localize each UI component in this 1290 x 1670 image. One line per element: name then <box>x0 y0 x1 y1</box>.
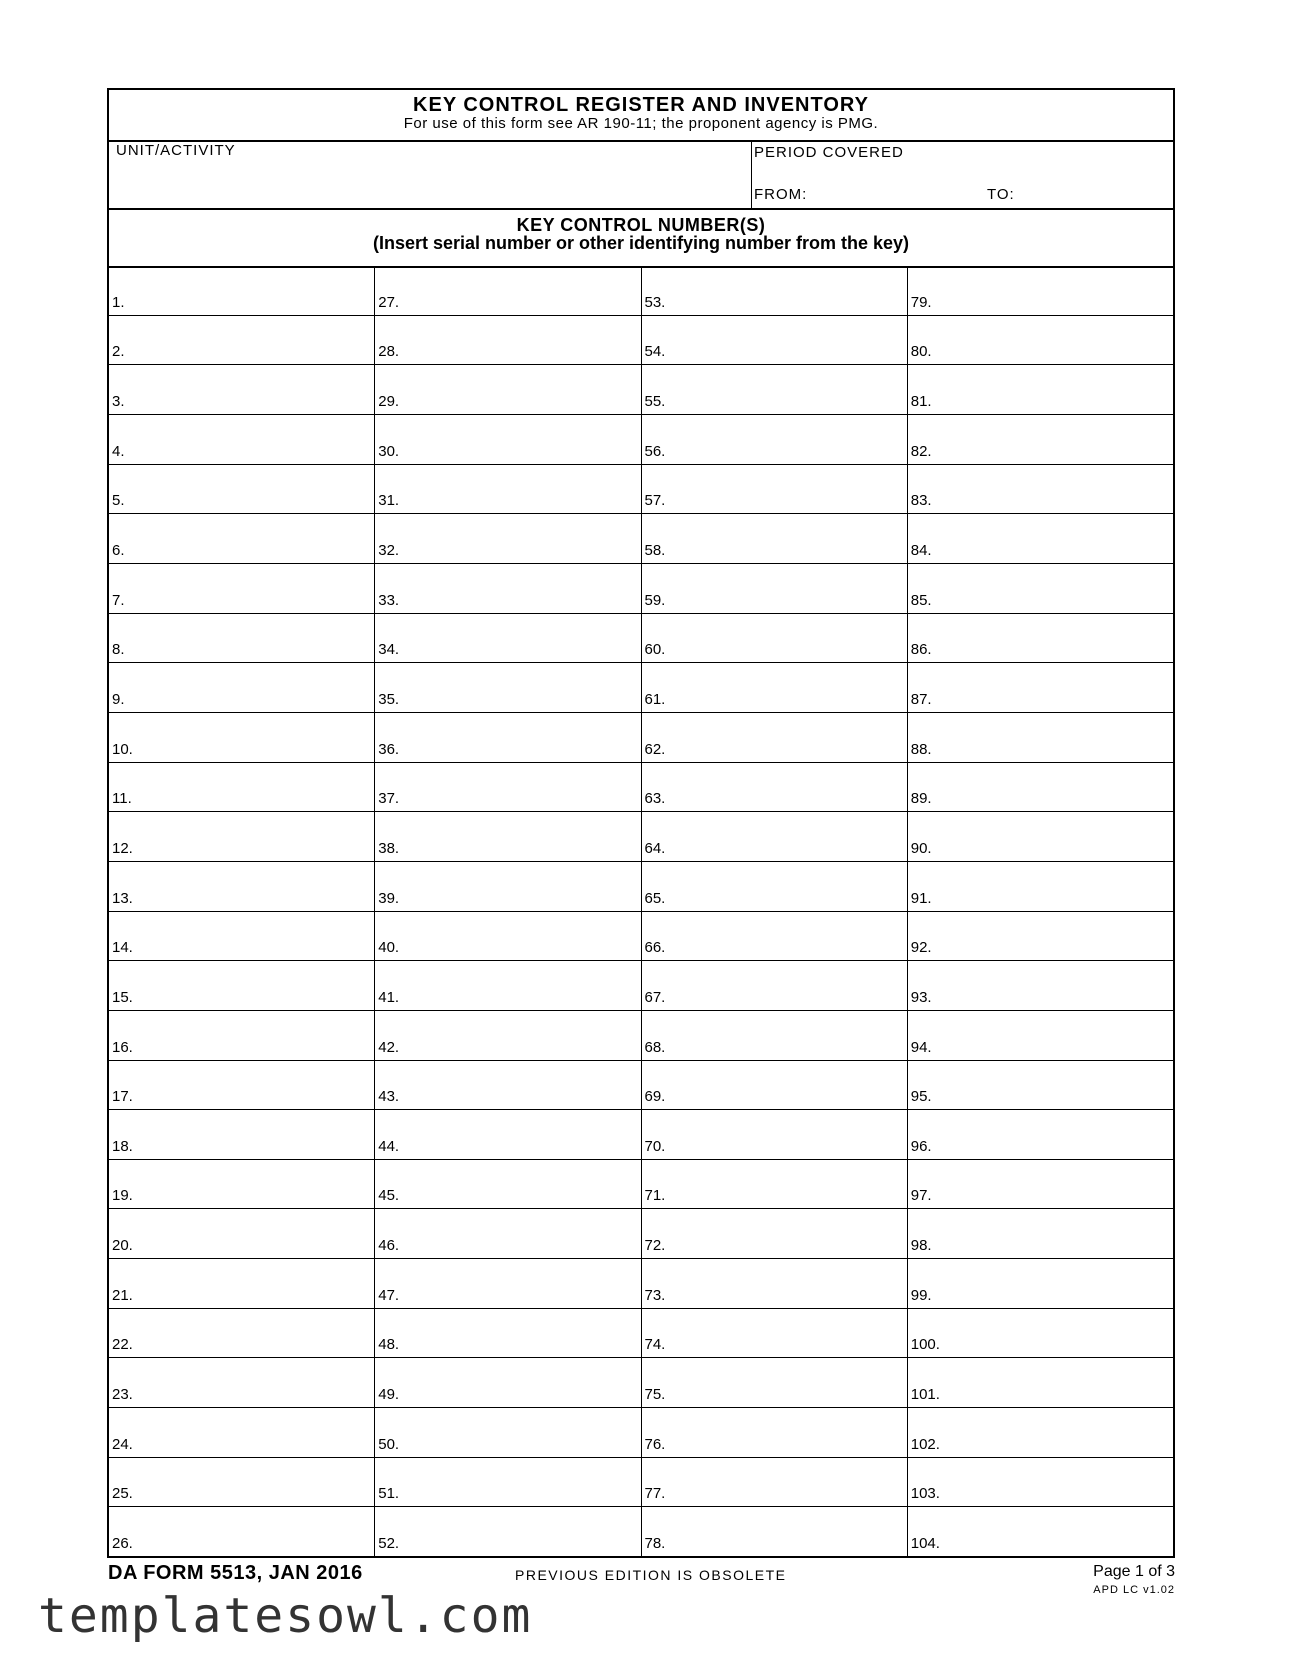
key-number-field[interactable] <box>908 1458 1173 1508</box>
form-title: KEY CONTROL REGISTER AND INVENTORY <box>413 94 869 116</box>
key-number-field[interactable] <box>109 514 374 564</box>
key-number-field[interactable] <box>375 1408 640 1458</box>
key-number-label: 42. <box>378 1038 400 1056</box>
key-number-field[interactable] <box>375 1259 640 1309</box>
key-number-field[interactable] <box>109 415 374 465</box>
key-number-field[interactable] <box>109 266 374 316</box>
key-number-label: 34. <box>378 641 400 659</box>
key-number-label: 64. <box>644 839 666 857</box>
key-column <box>109 266 375 1556</box>
key-number-field[interactable] <box>375 862 640 912</box>
key-number-field[interactable] <box>908 663 1173 713</box>
form-subtitle: For use of this form see AR 190-11; the proponent agency is PMG. <box>403 115 879 132</box>
key-number-label: 97. <box>910 1187 932 1205</box>
key-number-field[interactable] <box>109 862 374 912</box>
key-number-label: 11. <box>112 790 132 808</box>
key-number-label: 79. <box>910 293 932 311</box>
key-number-label: 51. <box>378 1485 400 1503</box>
key-number-field[interactable] <box>642 862 907 912</box>
key-number-label: 26. <box>112 1535 133 1553</box>
key-number-label: 25. <box>112 1485 133 1503</box>
key-number-field[interactable] <box>109 1458 374 1508</box>
key-number-field[interactable] <box>375 1209 640 1259</box>
key-number-label: 81. <box>910 392 932 410</box>
key-number-field[interactable] <box>375 1458 640 1508</box>
key-number-field[interactable] <box>642 564 907 614</box>
key-number-label: 91. <box>910 889 932 907</box>
unit-activity-label: UNIT/ACTIVITY <box>116 142 236 159</box>
key-number-label: 100. <box>910 1336 940 1354</box>
key-number-field[interactable] <box>908 1259 1173 1309</box>
key-number-label: 49. <box>378 1386 400 1404</box>
watermark: templatesowl.com <box>38 1588 533 1644</box>
key-number-label: 31. <box>378 492 400 510</box>
key-number-field[interactable] <box>375 614 640 664</box>
key-number-label: 33. <box>378 591 400 609</box>
key-number-label: 86. <box>910 641 932 659</box>
key-number-label: 92. <box>910 939 932 957</box>
key-control-form <box>107 88 1175 1558</box>
key-number-label: 37. <box>378 790 400 808</box>
key-number-label: 63. <box>644 790 666 808</box>
key-number-label: 28. <box>378 343 400 361</box>
key-number-label: 57. <box>644 492 666 510</box>
key-number-label: 101. <box>910 1386 940 1404</box>
key-number-field[interactable] <box>375 961 640 1011</box>
key-number-field[interactable] <box>109 564 374 614</box>
key-number-label: 77. <box>644 1485 666 1503</box>
key-number-label: 43. <box>378 1088 400 1106</box>
key-number-label: 8. <box>112 641 125 659</box>
key-number-label: 54. <box>644 343 666 361</box>
key-number-field[interactable] <box>908 1011 1173 1061</box>
key-number-field[interactable] <box>642 465 907 515</box>
key-number-label: 12. <box>112 839 133 857</box>
key-number-label: 73. <box>644 1286 666 1304</box>
key-number-field[interactable] <box>908 564 1173 614</box>
key-number-field[interactable] <box>908 415 1173 465</box>
key-number-field[interactable] <box>109 1259 374 1309</box>
key-number-field[interactable] <box>109 1358 374 1408</box>
key-number-field[interactable] <box>908 1160 1173 1210</box>
key-number-label: 29. <box>378 392 400 410</box>
key-number-label: 38. <box>378 839 400 857</box>
key-number-label: 9. <box>112 690 125 708</box>
key-number-field[interactable] <box>908 1209 1173 1259</box>
key-number-field[interactable] <box>375 365 640 415</box>
key-number-label: 88. <box>910 740 932 758</box>
key-number-field[interactable] <box>109 316 374 366</box>
key-number-label: 21. <box>112 1286 133 1304</box>
key-number-field[interactable] <box>375 564 640 614</box>
key-number-label: 58. <box>644 541 666 559</box>
key-number-label: 67. <box>644 988 666 1006</box>
key-number-field[interactable] <box>908 1358 1173 1408</box>
key-number-label: 76. <box>644 1435 666 1453</box>
key-number-field[interactable] <box>109 961 374 1011</box>
key-number-field[interactable] <box>908 912 1173 962</box>
key-number-field[interactable] <box>642 763 907 813</box>
key-number-field[interactable] <box>642 1309 907 1359</box>
key-number-label: 83. <box>910 492 932 510</box>
version-label: APD LC v1.02 <box>1093 1584 1175 1596</box>
key-number-field[interactable] <box>642 266 907 316</box>
key-number-label: 19. <box>112 1187 133 1205</box>
key-number-field[interactable] <box>109 763 374 813</box>
key-control-subtitle: (Insert serial number or other identifying number from the key) <box>372 233 910 253</box>
key-number-field[interactable] <box>908 763 1173 813</box>
key-number-field[interactable] <box>109 1160 374 1210</box>
key-number-label: 47. <box>378 1286 400 1304</box>
key-number-label: 62. <box>644 740 666 758</box>
key-number-label: 41. <box>378 988 400 1006</box>
key-number-label: 65. <box>644 889 666 907</box>
key-number-field[interactable] <box>375 266 640 316</box>
key-number-label: 68. <box>644 1038 666 1056</box>
key-number-field[interactable] <box>375 415 640 465</box>
key-number-label: 90. <box>910 839 932 857</box>
unit-activity-field[interactable] <box>109 140 752 208</box>
key-number-field[interactable] <box>375 1061 640 1111</box>
key-number-field[interactable] <box>375 812 640 862</box>
key-number-field[interactable] <box>642 365 907 415</box>
key-number-field[interactable] <box>642 316 907 366</box>
key-number-field[interactable] <box>109 1011 374 1061</box>
key-number-field[interactable] <box>908 961 1173 1011</box>
form-header <box>109 90 1173 142</box>
key-number-label: 7. <box>112 591 125 609</box>
key-number-field[interactable] <box>109 713 374 763</box>
key-number-field[interactable] <box>642 663 907 713</box>
key-number-label: 55. <box>644 392 666 410</box>
key-number-field[interactable] <box>908 266 1173 316</box>
key-number-label: 6. <box>112 541 125 559</box>
key-number-field[interactable] <box>109 465 374 515</box>
key-number-label: 78. <box>644 1535 666 1553</box>
key-number-label: 20. <box>112 1237 133 1255</box>
key-number-field[interactable] <box>908 862 1173 912</box>
key-number-field[interactable] <box>908 316 1173 366</box>
key-number-label: 36. <box>378 740 400 758</box>
key-number-label: 17. <box>112 1088 133 1106</box>
key-number-field[interactable] <box>109 614 374 664</box>
key-number-field[interactable] <box>642 1209 907 1259</box>
key-number-field[interactable] <box>908 1309 1173 1359</box>
key-number-field[interactable] <box>109 812 374 862</box>
key-number-label: 3. <box>112 392 125 410</box>
key-number-field[interactable] <box>642 713 907 763</box>
key-number-label: 82. <box>910 442 932 460</box>
key-number-label: 32. <box>378 541 400 559</box>
key-number-label: 24. <box>112 1435 133 1453</box>
key-number-field[interactable] <box>109 1408 374 1458</box>
key-number-field[interactable] <box>109 1110 374 1160</box>
key-number-label: 84. <box>910 541 932 559</box>
form-id: DA FORM 5513, JAN 2016 <box>108 1562 363 1584</box>
key-number-field[interactable] <box>109 1061 374 1111</box>
key-number-field[interactable] <box>375 1110 640 1160</box>
key-number-field[interactable] <box>642 812 907 862</box>
key-number-label: 75. <box>644 1386 666 1404</box>
key-number-field[interactable] <box>642 1011 907 1061</box>
key-number-field[interactable] <box>642 1110 907 1160</box>
key-number-field[interactable] <box>908 614 1173 664</box>
key-number-field[interactable] <box>642 1358 907 1408</box>
key-number-label: 85. <box>910 591 932 609</box>
key-number-label: 103. <box>910 1485 940 1503</box>
edition-note: PREVIOUS EDITION IS OBSOLETE <box>515 1567 787 1583</box>
key-number-label: 74. <box>644 1336 666 1354</box>
key-number-field[interactable] <box>375 1309 640 1359</box>
key-number-field[interactable] <box>642 1259 907 1309</box>
key-number-label: 2. <box>112 343 125 361</box>
key-number-label: 40. <box>378 939 400 957</box>
key-number-label: 69. <box>644 1088 666 1106</box>
key-number-label: 66. <box>644 939 666 957</box>
to-label: TO: <box>987 186 1015 203</box>
key-number-label: 46. <box>378 1237 400 1255</box>
key-number-label: 56. <box>644 442 666 460</box>
key-number-field[interactable] <box>109 1209 374 1259</box>
key-number-field[interactable] <box>109 912 374 962</box>
key-number-label: 13. <box>112 889 133 907</box>
key-number-field[interactable] <box>642 912 907 962</box>
key-number-field[interactable] <box>375 316 640 366</box>
key-number-label: 94. <box>910 1038 932 1056</box>
key-number-field[interactable] <box>908 1408 1173 1458</box>
key-number-label: 104. <box>910 1535 940 1553</box>
key-number-label: 102. <box>910 1435 940 1453</box>
page-number: Page 1 of 3 <box>1093 1563 1175 1580</box>
key-number-label: 1. <box>112 293 125 311</box>
key-number-field[interactable] <box>375 1160 640 1210</box>
key-number-label: 4. <box>112 442 125 460</box>
key-number-field[interactable] <box>109 663 374 713</box>
key-number-field[interactable] <box>908 1110 1173 1160</box>
key-number-label: 59. <box>644 591 666 609</box>
key-number-label: 52. <box>378 1535 400 1553</box>
key-number-field[interactable] <box>908 465 1173 515</box>
key-number-label: 72. <box>644 1237 666 1255</box>
key-number-field[interactable] <box>908 812 1173 862</box>
key-number-field[interactable] <box>375 663 640 713</box>
key-control-title: KEY CONTROL NUMBER(S) <box>516 215 766 235</box>
key-number-field[interactable] <box>375 514 640 564</box>
key-number-label: 71. <box>644 1187 666 1205</box>
key-control-header <box>109 208 1173 268</box>
key-number-field[interactable] <box>642 614 907 664</box>
info-section <box>109 140 1173 210</box>
key-number-label: 10. <box>112 740 133 758</box>
key-number-field[interactable] <box>642 415 907 465</box>
key-number-label: 30. <box>378 442 400 460</box>
key-number-label: 45. <box>378 1187 400 1205</box>
key-column <box>908 266 1173 1556</box>
key-number-label: 80. <box>910 343 932 361</box>
key-number-label: 95. <box>910 1088 932 1106</box>
key-number-field[interactable] <box>109 1507 374 1556</box>
key-number-label: 96. <box>910 1137 932 1155</box>
key-number-label: 23. <box>112 1386 133 1404</box>
key-number-label: 70. <box>644 1137 666 1155</box>
key-number-field[interactable] <box>642 514 907 564</box>
key-number-field[interactable] <box>375 1011 640 1061</box>
key-number-field[interactable] <box>375 912 640 962</box>
key-number-field[interactable] <box>642 1160 907 1210</box>
key-number-field[interactable] <box>908 514 1173 564</box>
key-number-label: 5. <box>112 492 125 510</box>
key-column <box>375 266 641 1556</box>
key-number-label: 44. <box>378 1137 400 1155</box>
key-number-field[interactable] <box>109 365 374 415</box>
key-number-label: 35. <box>378 690 400 708</box>
key-number-label: 50. <box>378 1435 400 1453</box>
key-number-label: 15. <box>112 988 133 1006</box>
key-column <box>642 266 908 1556</box>
key-number-field[interactable] <box>375 465 640 515</box>
key-number-field[interactable] <box>642 1061 907 1111</box>
key-number-label: 93. <box>910 988 932 1006</box>
key-number-label: 60. <box>644 641 666 659</box>
key-number-field[interactable] <box>642 1408 907 1458</box>
key-number-label: 89. <box>910 790 932 808</box>
key-number-label: 99. <box>910 1286 932 1304</box>
key-number-field[interactable] <box>908 1507 1173 1556</box>
key-number-label: 16. <box>112 1038 133 1056</box>
key-number-label: 87. <box>910 690 932 708</box>
key-number-label: 98. <box>910 1237 932 1255</box>
key-number-label: 61. <box>644 690 666 708</box>
key-number-field[interactable] <box>375 1507 640 1556</box>
from-label: FROM: <box>754 186 808 203</box>
key-number-label: 27. <box>378 293 400 311</box>
key-number-grid <box>109 266 1173 1556</box>
key-number-field[interactable] <box>642 961 907 1011</box>
key-number-field[interactable] <box>109 1309 374 1359</box>
key-number-label: 18. <box>112 1137 133 1155</box>
key-number-label: 14. <box>112 939 133 957</box>
key-number-label: 48. <box>378 1336 400 1354</box>
key-number-field[interactable] <box>908 713 1173 763</box>
key-number-field[interactable] <box>908 1061 1173 1111</box>
key-number-label: 22. <box>112 1336 133 1354</box>
key-number-field[interactable] <box>375 713 640 763</box>
key-number-field[interactable] <box>375 763 640 813</box>
key-number-label: 53. <box>644 293 666 311</box>
period-covered-label: PERIOD COVERED <box>754 144 904 161</box>
key-number-field[interactable] <box>375 1358 640 1408</box>
key-number-field[interactable] <box>642 1458 907 1508</box>
key-number-label: 39. <box>378 889 400 907</box>
key-number-field[interactable] <box>908 365 1173 415</box>
key-number-field[interactable] <box>642 1507 907 1556</box>
